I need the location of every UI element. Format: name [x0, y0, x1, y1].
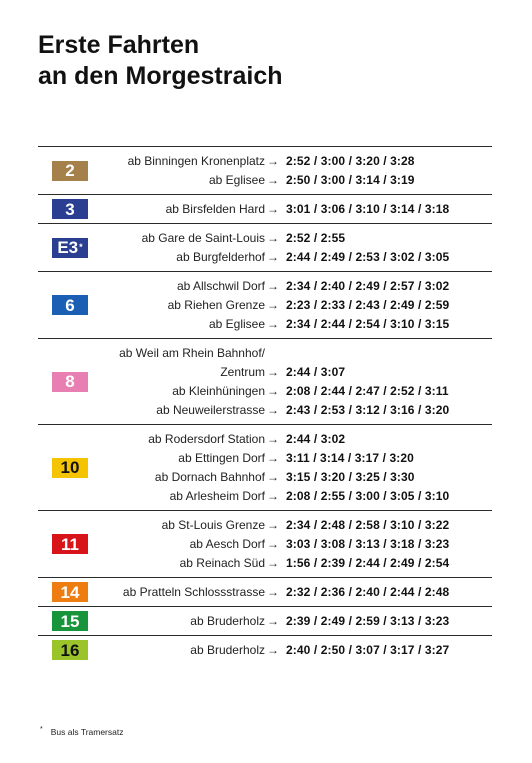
line-number: 6	[65, 295, 75, 315]
departure-times: 2:40 / 2:50 / 3:07 / 3:17 / 3:27	[286, 643, 450, 657]
departure-line	[38, 171, 492, 190]
line-row-8	[38, 338, 492, 424]
arrow-right-icon: →	[267, 154, 279, 168]
departure-times: 2:08 / 2:44 / 2:47 / 2:52 / 3:11	[286, 384, 449, 398]
departure-times: 2:34 / 2:44 / 2:54 / 3:10 / 3:15	[286, 317, 450, 331]
departure-line	[38, 344, 492, 363]
arrow-right-icon: →	[267, 365, 279, 379]
line-row-2	[38, 146, 492, 194]
departure-origin: ab Eglisee	[208, 173, 265, 187]
arrow-right-icon: →	[267, 537, 279, 551]
departure-times: 2:34 / 2:48 / 2:58 / 3:10 / 3:22	[286, 518, 450, 532]
departure-origin: ab Pratteln Schlossstrasse	[122, 585, 265, 599]
arrow-right-icon: →	[267, 173, 279, 187]
line-row-10	[38, 424, 492, 510]
arrow-right-icon: →	[267, 470, 279, 484]
departure-line	[38, 296, 492, 315]
line-number: 15	[60, 611, 80, 631]
departure-times: 3:11 / 3:14 / 3:17 / 3:20	[286, 451, 414, 465]
departure-times: 2:52 / 2:55	[286, 231, 346, 245]
departure-line	[38, 612, 492, 631]
line-row-14	[38, 577, 492, 606]
departure-origin: ab Ettingen Dorf	[178, 451, 265, 465]
line-row-e3	[38, 223, 492, 271]
departure-line	[38, 229, 492, 248]
line-number: 2	[65, 161, 75, 180]
departure-origin: ab Eglisee	[208, 317, 265, 331]
departure-times: 2:43 / 2:53 / 3:12 / 3:16 / 3:20	[286, 403, 450, 417]
arrow-right-icon: →	[267, 231, 279, 245]
departure-origin: ab Bruderholz	[190, 643, 265, 657]
line-number: 14	[60, 582, 80, 602]
departure-origin: ab Allschwil Dorf	[176, 279, 265, 293]
departure-origin: ab Aesch Dorf	[189, 537, 265, 551]
arrow-right-icon: →	[267, 317, 279, 331]
line-number: E3	[57, 238, 79, 257]
arrow-right-icon: →	[267, 279, 279, 293]
departure-times: 2:39 / 2:49 / 2:59 / 3:13 / 3:23	[286, 614, 450, 628]
arrow-right-icon: →	[267, 556, 279, 570]
departure-origin: ab Bruderholz	[190, 614, 265, 628]
arrow-right-icon: →	[267, 432, 279, 446]
departure-line	[38, 200, 492, 219]
departure-origin: ab Burgfelderhof	[176, 250, 265, 264]
arrow-right-icon: →	[267, 614, 279, 628]
departure-line	[38, 583, 492, 602]
arrow-right-icon: →	[267, 489, 279, 503]
departure-line	[38, 248, 492, 267]
title-line-2: an den Morgestraich	[38, 62, 283, 90]
departure-times: 2:23 / 2:33 / 2:43 / 2:49 / 2:59	[286, 298, 450, 312]
departure-origin: ab Rodersdorf Station	[148, 432, 265, 446]
arrow-right-icon: →	[267, 518, 279, 532]
line-number: 16	[60, 640, 80, 660]
departure-times: 3:01 / 3:06 / 3:10 / 3:14 / 3:18	[286, 202, 450, 216]
departure-line	[38, 516, 492, 535]
title-line-1: Erste Fahrten	[38, 31, 200, 59]
footnote-star: *	[79, 242, 83, 252]
line-row-6	[38, 271, 492, 338]
line-row-11	[38, 510, 492, 577]
line-row-15	[38, 606, 492, 635]
arrow-right-icon: →	[267, 585, 279, 599]
departure-line	[38, 315, 492, 334]
departure-origin: ab Riehen Grenze	[167, 298, 265, 312]
arrow-right-icon: →	[267, 298, 279, 312]
departure-origin: ab Gare de Saint-Louis	[141, 231, 265, 245]
departure-origin: ab Arlesheim Dorf	[169, 489, 265, 503]
departure-line	[38, 468, 492, 487]
departure-table	[38, 146, 492, 664]
departure-times: 2:52 / 3:00 / 3:20 / 3:28	[286, 154, 415, 168]
line-number: 8	[65, 372, 75, 391]
line-row-3	[38, 194, 492, 223]
departure-times: 1:56 / 2:39 / 2:44 / 2:49 / 2:54	[286, 556, 450, 570]
departure-origin: ab Binningen Kronenplatz	[127, 154, 265, 168]
arrow-right-icon: →	[267, 451, 279, 465]
departure-line	[38, 554, 492, 573]
departure-line	[38, 152, 492, 171]
departure-origin: ab Dornach Bahnhof	[154, 470, 265, 484]
departure-line	[38, 277, 492, 296]
line-number: 10	[60, 458, 80, 477]
departure-origin: ab Kleinhüningen	[172, 384, 265, 398]
line-number: 3	[65, 199, 75, 219]
footnote-text: Bus als Tramersatz	[50, 726, 124, 737]
departure-times: 2:08 / 2:55 / 3:00 / 3:05 / 3:10	[286, 489, 450, 503]
departure-origin: ab Reinach Süd	[179, 556, 265, 570]
departure-times: 2:44 / 3:02	[286, 432, 346, 446]
departure-line	[38, 430, 492, 449]
departure-times: 2:44 / 3:07	[286, 365, 346, 379]
departure-origin: ab Birsfelden Hard	[165, 202, 265, 216]
departure-origin: ab Neuweilerstrasse	[156, 403, 265, 417]
line-number: 11	[61, 534, 79, 554]
departure-origin: Zentrum	[220, 365, 265, 379]
line-row-16	[38, 635, 492, 664]
departure-line	[38, 449, 492, 468]
departure-line	[38, 487, 492, 506]
departure-line	[38, 535, 492, 554]
departure-line	[38, 401, 492, 420]
arrow-right-icon: →	[267, 643, 279, 657]
footnote-mark: *	[40, 726, 43, 733]
departure-times: 3:15 / 3:20 / 3:25 / 3:30	[286, 470, 415, 484]
departure-times: 2:44 / 2:49 / 2:53 / 3:02 / 3:05	[286, 250, 450, 264]
departure-line	[38, 363, 492, 382]
departure-times: 2:50 / 3:00 / 3:14 / 3:19	[286, 173, 415, 187]
departure-line	[38, 641, 492, 660]
arrow-right-icon: →	[267, 250, 279, 264]
departure-times: 2:34 / 2:40 / 2:49 / 2:57 / 3:02	[286, 279, 450, 293]
departure-times: 2:32 / 2:36 / 2:40 / 2:44 / 2:48	[286, 585, 450, 599]
departure-times: 3:03 / 3:08 / 3:13 / 3:18 / 3:23	[286, 537, 450, 551]
departure-line	[38, 382, 492, 401]
arrow-right-icon: →	[267, 384, 279, 398]
departure-origin: ab St-Louis Grenze	[161, 518, 265, 532]
arrow-right-icon: →	[267, 403, 279, 417]
arrow-right-icon: →	[267, 202, 279, 216]
footnote	[40, 726, 123, 737]
page-title	[38, 30, 283, 92]
departure-origin: ab Weil am Rhein Bahnhof/	[119, 346, 265, 360]
